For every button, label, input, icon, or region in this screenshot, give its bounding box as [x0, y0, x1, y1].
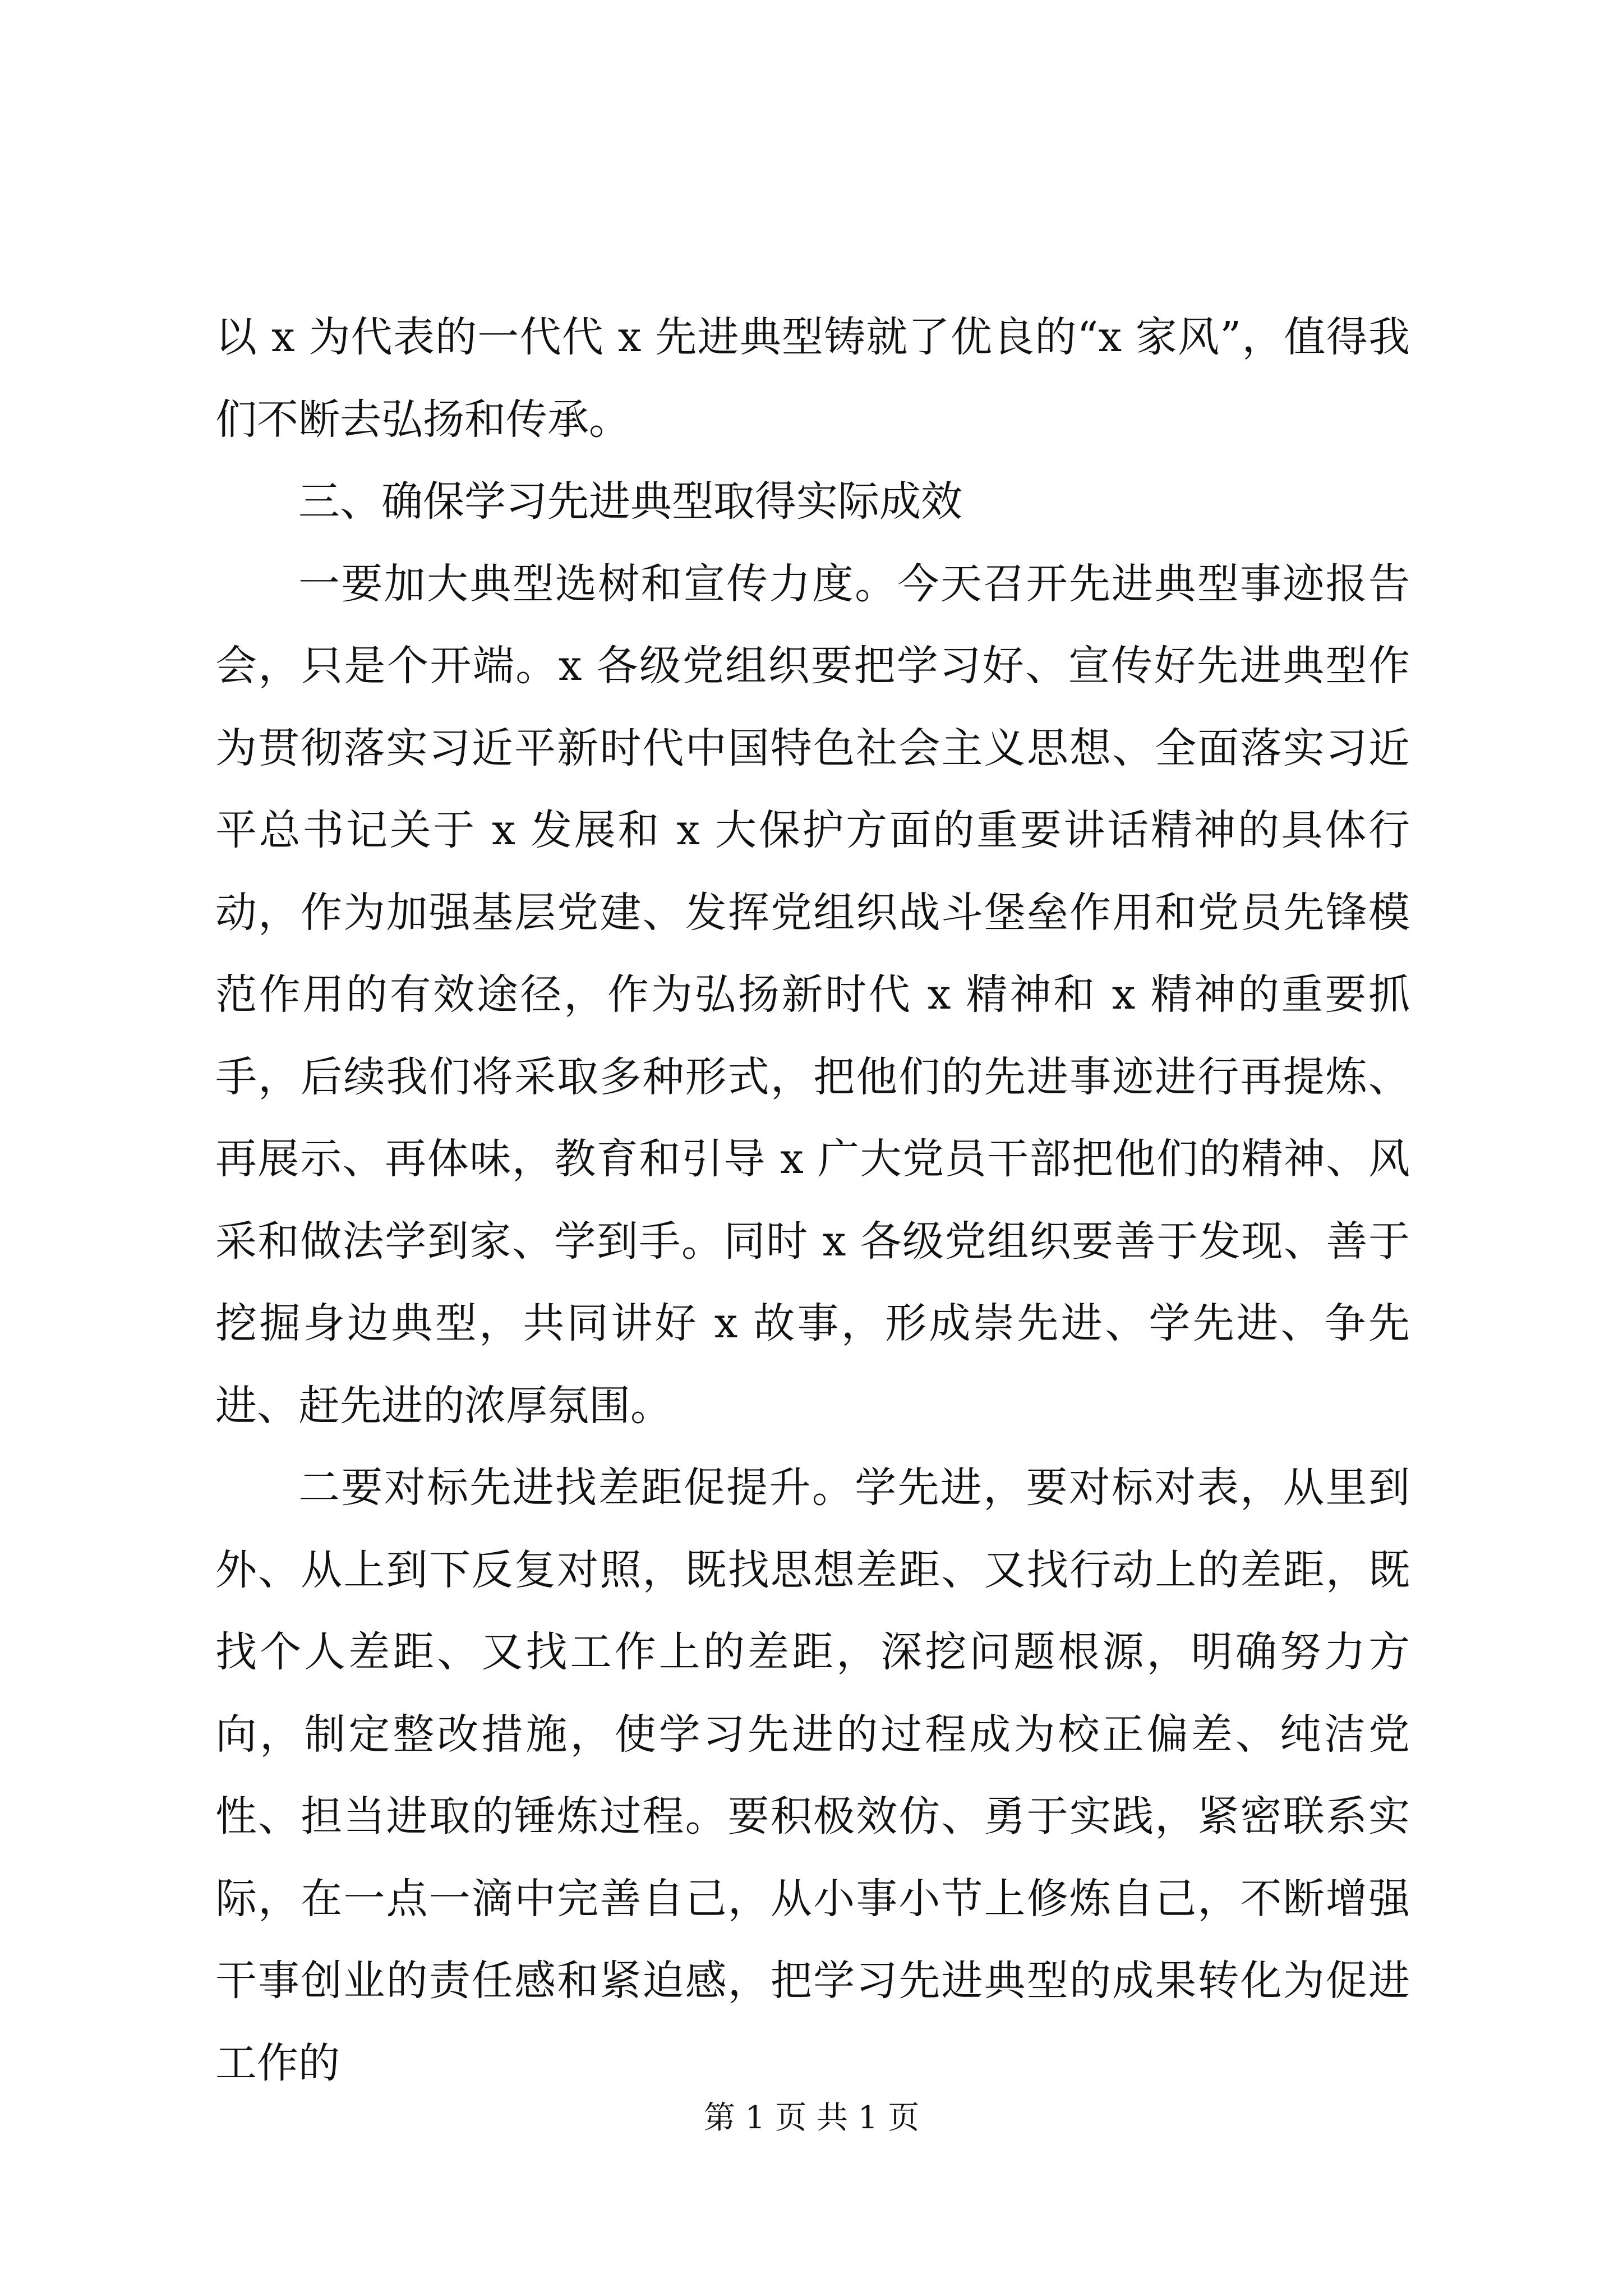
section-heading: 三、确保学习先进典型取得实际成效: [298, 477, 962, 526]
paragraph-continuation: 以 x 为代表的一代代 x 先进典型铸就了优良的“x 家风”，值得我们不断去弘扬和传承。: [215, 313, 1410, 444]
paragraph-publicity: 一要加大典型选树和宣传力度。今天召开先进典型事迹报告会，只是个开端。x 各级党组织要把学习好、宣传好先进典型作为贯彻落实习近平新时代中国特色社会主义思想、全面落实习近平总书记关于 x 发展和 x 大保护方面的重要讲话精神的具体行动，作为加强基层党建、发挥党组织战斗堡垒作用和党员先锋模范作用的有效途径，作为弘扬新时代 x 精神和 x 精神的重要抓手，后续我们将采取多种形式，把他们的先进事迹进行再提炼、再展示、再体味，教育和引导 x 广大党员干部把他们的精神、风采和做法学到家、学到手。同时 x 各级党组织要善于发现、善于挖掘身边典型，共同讲好 x 故事，形成崇先进、学先进、争先进、赶先进的浓厚氛围。: [215, 559, 1410, 1430]
paragraph-benchmark: 二要对标先进找差距促提升。学先进，要对标对表，从里到外、从上到下反复对照，既找思想差距、又找行动上的差距，既找个人差距、又找工作上的差距，深挖问题根源，明确努力方向，制定整改措施，使学习先进的过程成为校正偏差、纯洁党性、担当进取的锤炼过程。要积极效仿、勇于实践，紧密联系实际，在一点一滴中完善自己，从小事小节上修炼自己，不断增强干事创业的责任感和紧迫感，把学习先进典型的成果转化为促进工作的: [215, 1464, 1410, 2087]
document-body: [215, 296, 1410, 2104]
page-footer: 第 1 页 共 1 页: [703, 2100, 920, 2136]
